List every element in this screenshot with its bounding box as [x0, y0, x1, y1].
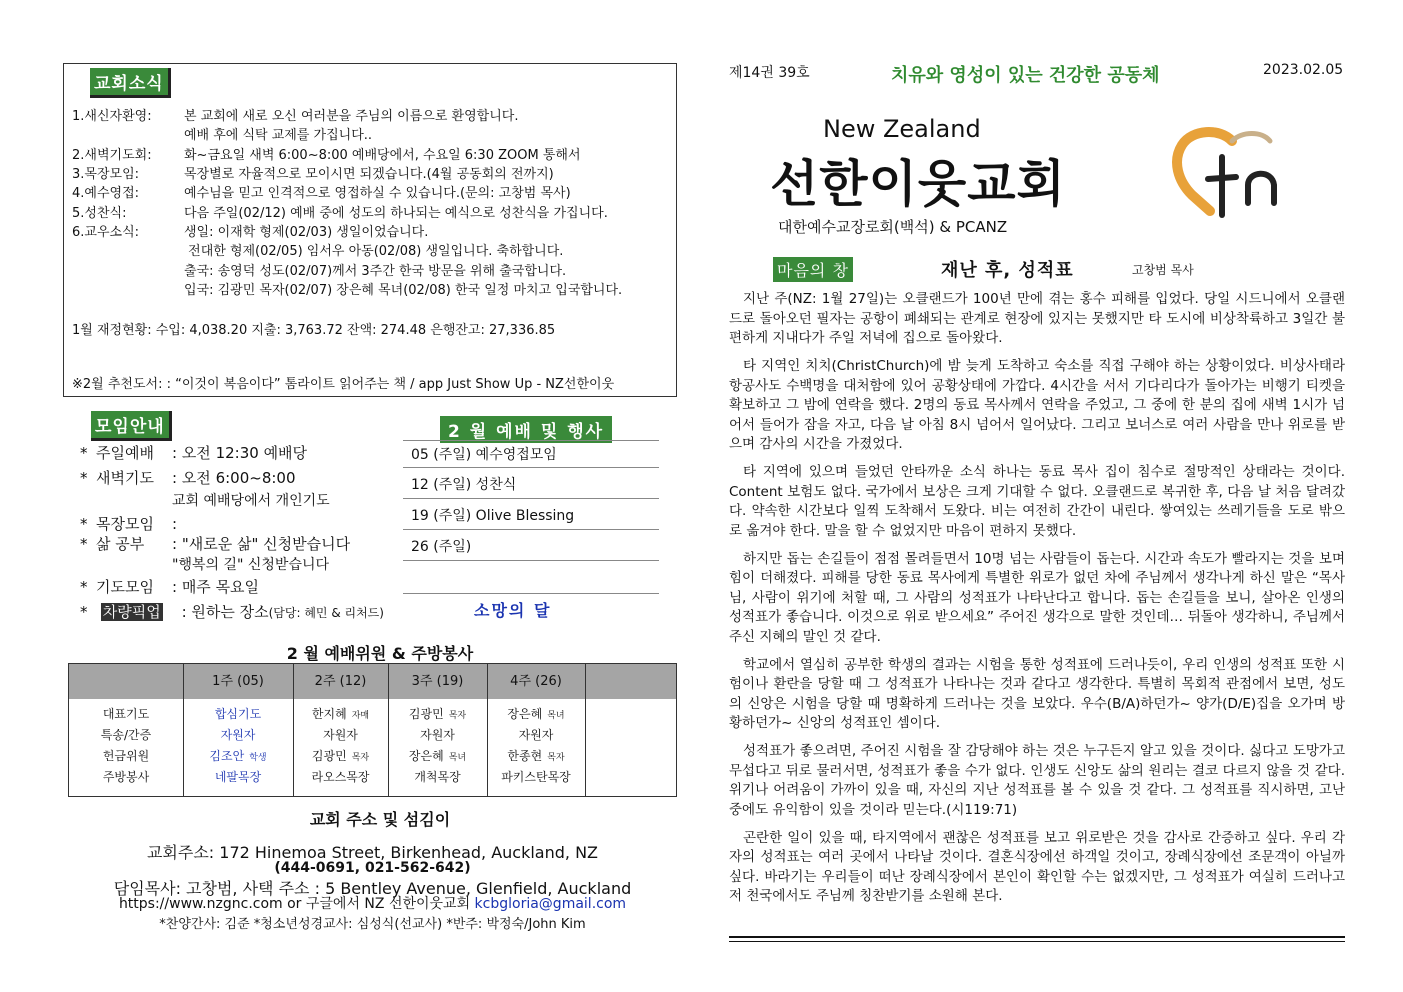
- duty-heading: 2 월 예배위원 & 주방봉사: [286, 644, 474, 663]
- news-item-text: 전대한 형제(02/05) 임서우 아동(02/08) 생일입니다. 축하합니다.: [184, 244, 564, 259]
- column-label: 마음의 창: [773, 257, 853, 282]
- news-item: [72, 146, 581, 165]
- new-zealand-label: New Zealand: [823, 115, 981, 143]
- duty-week-header: 1주 (05): [212, 674, 264, 689]
- duty-title: 목녀: [547, 711, 565, 721]
- news-item-text: 목장별로 자율적으로 모이시면 되겠습니다.(4월 공동회의 전까지): [184, 167, 554, 182]
- news-item-text: 예수님을 믿고 인격적으로 영접하실 수 있습니다.(문의: 고창범 목사): [184, 186, 571, 201]
- gathering-label: 주일예배: [96, 444, 154, 462]
- gathering-row: [172, 554, 329, 574]
- duty-cell: [487, 767, 585, 788]
- denomination: 대한예수교장로회(백석) & PCANZ: [778, 218, 1008, 236]
- duty-name: 김광민: [311, 749, 347, 763]
- duty-name: 한종현: [507, 749, 543, 763]
- duty-title: 목자: [448, 711, 467, 721]
- event-row: 05 (주일) 예수영접모임: [403, 440, 659, 468]
- gathering-row: [80, 533, 350, 554]
- church-name: 선한이웃교회: [770, 155, 1066, 213]
- bullet-star: *: [80, 603, 88, 621]
- news-item-key: 2.새벽기도회:: [72, 148, 152, 163]
- event-row: 26 (주일): [403, 533, 659, 561]
- duty-week-header: 3주 (19): [411, 674, 464, 689]
- gathering-title: 모임안내: [91, 411, 172, 441]
- news-item: [72, 107, 518, 126]
- article-paragraph: 타 지역에 있으며 들었던 안타까운 소식 하나는 동료 목사 집이 침수로 절망적인 상태라는 것이다. Content 보험도 없다. 국가에서 보상은 크게 기대할 수 없다. 오클랜드로 복귀한 후, 다음 날 처음 달려갔다. 약속한 시간보다 일찍 도착해서 도왔다. 비는 여전히 간간이 내린다. 쌓여있는 쓰레기들을 도로 밖으로 옮겨야 한다. 말을 할 수 없었지만 마음이 편하지 못했다.: [729, 464, 1345, 539]
- duty-name: 합심기도: [214, 707, 262, 721]
- gathering-label: 삶 공부: [96, 535, 145, 553]
- events-title: 2 월 예배 및 행사: [440, 416, 612, 443]
- duty-cell: [183, 725, 293, 746]
- duty-name: 자원자: [323, 728, 358, 742]
- gathering-row: [80, 576, 259, 597]
- gathering-label: 새벽기도: [96, 469, 154, 487]
- duty-role: 대표기도: [102, 707, 150, 721]
- gathering-value: :: [172, 515, 178, 533]
- duty-name: 자원자: [420, 728, 455, 742]
- duty-cell: [293, 725, 388, 746]
- footer-rule: [729, 936, 1345, 938]
- event-row: 12 (주일) 성찬식: [403, 471, 659, 499]
- car-pickup-label: 차량픽업: [102, 603, 161, 621]
- news-item-text: 생일: 이재학 형제(02/03) 생일이었습니다.: [184, 225, 429, 240]
- duty-cell: [388, 767, 487, 788]
- car-pickup-row: [80, 601, 384, 622]
- news-item: [72, 223, 428, 242]
- duty-cell: [183, 767, 293, 788]
- news-item-key: 1.새신자환영:: [72, 109, 152, 124]
- duty-cell: [293, 767, 388, 788]
- duty-name: 자원자: [518, 728, 554, 742]
- news-item-key: 4.예수영접:: [72, 186, 140, 201]
- duty-cell: [183, 704, 293, 725]
- bullet-star: *: [80, 578, 88, 596]
- article-paragraph: 지난 주(NZ: 1월 27일)는 오클랜드가 100년 만에 겪는 홍수 피해를 입었다. 당일 시드니에서 오클랜드로 돌아오던 필자는 공항이 폐쇄되는 관계로 현장에 있지는 못했지만 타 도시에 비상착륙하고 3일간 불편하게 지내다가 주일 저녁에 집으로 돌아왔다.: [729, 291, 1345, 346]
- duty-name: 자원자: [220, 728, 256, 742]
- bullet-star: *: [80, 515, 88, 533]
- car-pickup-value: : 원하는 장소: [181, 603, 269, 621]
- news-item: [72, 242, 563, 261]
- news-item: [72, 204, 608, 223]
- news-item-key: 5.성찬식:: [72, 206, 127, 221]
- event-row: 19 (주일) Olive Blessing: [403, 502, 659, 530]
- duty-name: 장은혜: [408, 749, 444, 763]
- duty-cell: [388, 704, 487, 727]
- bullet-star: *: [80, 535, 88, 553]
- gathering-value: : 매주 목요일: [172, 578, 260, 596]
- duty-name: 김조안: [209, 749, 245, 763]
- news-item-key: 6.교우소식:: [72, 225, 140, 240]
- article-paragraph: 학교에서 열심히 공부한 학생의 결과는 시험을 통한 성적표에 드러나듯이, 우리 인생의 성적표 또한 시험이나 환란을 당할 때 그 성적표가 나타나는 것과 같다고 생각한다. 특별히 목회적 관점에서 보면, 성도의 신앙은 시험을 당할 때 명확하게 드러나는 것을 보았다. 우수(B/A)하던가~ 양가(D/E)집을 오가며 방황하던가~ 신앙의 성적표인 셈이다.: [729, 656, 1345, 731]
- article-body: [729, 290, 1345, 915]
- duty-cell: [183, 746, 293, 769]
- church-phone: (444-0691, 021-562-642): [274, 860, 471, 876]
- news-item: [72, 126, 372, 145]
- news-item: [72, 262, 566, 281]
- duty-cell: [487, 725, 585, 746]
- gathering-value: : 오전 6:00~8:00: [172, 469, 296, 487]
- gathering-row: [80, 442, 307, 463]
- duty-title: 목자: [547, 753, 565, 763]
- hope-month-text: 소망의 달: [474, 601, 552, 620]
- gathering-row: [80, 513, 177, 534]
- church-news-title: 교회소식: [90, 68, 171, 98]
- duty-title: 목녀: [448, 753, 467, 763]
- duty-name: 파키스탄목장: [501, 770, 571, 784]
- duty-name: 한지혜: [311, 707, 347, 721]
- table-divider: [585, 664, 586, 796]
- gathering-label: 기도모임: [96, 578, 154, 596]
- duty-role: 주방봉사: [102, 770, 150, 784]
- duty-table: [68, 663, 677, 797]
- gathering-value: 교회 예배당에서 개인기도: [172, 493, 330, 509]
- news-item: [72, 281, 622, 300]
- gathering-value: "행복의 길" 신청받습니다: [172, 557, 330, 573]
- church-motto: 치유와 영성이 있는 건강한 공동체: [891, 65, 1160, 86]
- gathering-row: [80, 467, 296, 488]
- duty-name: 장은혜: [507, 707, 543, 721]
- email-link[interactable]: kcbgloria@gmail.com: [474, 896, 627, 912]
- duty-title: 자매: [351, 711, 370, 721]
- gathering-value: : 오전 12:30 예배당: [172, 444, 308, 462]
- news-item-text: 본 교회에 새로 오신 여러분을 주님의 이름으로 환영합니다.: [184, 109, 519, 124]
- address-heading: 교회 주소 및 섬김이: [309, 810, 451, 829]
- duty-week-header: 2주 (12): [314, 674, 367, 689]
- car-pickup-note: (담당: 혜민 & 리처드): [268, 606, 384, 620]
- footer-rule: [729, 941, 1345, 942]
- duty-cell: [487, 704, 585, 727]
- duty-cell: [293, 746, 388, 769]
- duty-role: 특송/간증: [100, 728, 152, 742]
- gathering-label: 목장모임: [96, 515, 154, 533]
- article-title: 재난 후, 성적표: [941, 260, 1074, 281]
- duty-title: 목자: [351, 753, 370, 763]
- website-line: [0, 893, 745, 913]
- church-address: 교회주소: 172 Hinemoa Street, Birkenhead, Auckland, NZ: [146, 843, 599, 862]
- article-paragraph: 타 지역인 치치(ChristChurch)에 밤 늦게 도착하고 숙소를 직접 구해야 하는 상황이었다. 비상사태라 항공사도 수백명을 대처함에 있어 공황상태에 가깝다. 4시간을 서서 기다리다가 돌아가는 비행기 티켓을 확보하고 그 밤에 연락을 했다. 2명의 동료 목사께서 연락을 주었고, 그 중에 한 분의 집에 새벽 1시가 넘어서 들어가 잠을 자고, 다음 날 아침 8시 넘어서 일어났다. 그리고 보너스로 여러 사람을 만나 위로를 받으며 감사의 시간을 가졌었다.: [729, 358, 1345, 452]
- duty-name: 라오스목장: [311, 770, 370, 784]
- article-paragraph: 곤란한 일이 있을 때, 타지역에서 괜찮은 성적표를 보고 위로받은 것을 감사로 간증하고 싶다. 우리 각자의 성적표는 여러 곳에서 나타날 것이다. 결혼식장에선 하객일 것이고, 장례식장에선 조문객이 아닐까 싶다. 바라기는 우리들이 떠난 장례식장에서 본인이 확인할 수는 없겠지만, 그 성적표가 여실히 드러나고 저 천국에서도 주님께 칭찬받기를 소원해 본다.: [729, 829, 1345, 904]
- event-row-empty: [403, 566, 659, 594]
- bulletin-date: 2023.02.05: [1263, 62, 1344, 78]
- news-item-text: 입국: 김광민 목자(02/07) 장은혜 목녀(02/08) 한국 일정 마치고 입국합니다.: [184, 283, 623, 298]
- article-paragraph: 성적표가 좋으려면, 주어진 시험을 잘 감당해야 하는 것은 누구든지 알고 있을 것이다. 싫다고 도망가고 무섭다고 뒤로 물러서면, 성적표가 좋을 수가 없다. 인생도 신앙도 삶의 원리는 결코 다르지 않을 것 같다. 위기나 어려움이 가까이 있을 때, 자신의 지난 성적표를 볼 수 있을 것 같다. 그 성적표를 직시하면, 고난 중에도 유익함이 있을 것이라 믿는다.(시119:71): [729, 743, 1345, 818]
- bullet-star: *: [80, 444, 88, 462]
- news-item-text: 예배 후에 식탁 교제를 가집니다..: [184, 128, 373, 143]
- news-item: [72, 184, 571, 203]
- staff-line: *찬양간사: 김준 *청소년성경교사: 심성식(선교사) *반주: 박정숙/John Kim: [159, 917, 586, 932]
- duty-week-header: 4주 (26): [510, 674, 562, 689]
- duty-cell: [388, 725, 487, 746]
- duty-name: 네팔목장: [214, 770, 262, 784]
- gathering-row: [172, 490, 330, 510]
- pastor-address: 담임목사: 고창범, 사택 주소 : 5 Bentley Avenue, Glenfield, Auckland: [113, 879, 632, 898]
- news-item-text: 화~금요일 새벽 6:00~8:00 예배당에서, 수요일 6:30 ZOOM 통해서: [184, 148, 581, 163]
- duty-name: 개척목장: [414, 770, 461, 784]
- gathering-value: : "새로운 삶" 신청받습니다: [172, 535, 351, 553]
- duty-cell: [388, 746, 487, 769]
- duty-role: 헌금위원: [102, 749, 150, 763]
- duty-cell: [293, 704, 388, 727]
- finance-report: 1월 재정현황: 수입: 4,038.20 지출: 3,763.72 잔액: 274.48 은행잔고: 27,336.85: [72, 323, 556, 338]
- news-item-key: 3.목장모임:: [72, 167, 140, 182]
- article-author: 고창범 목사: [1132, 263, 1194, 277]
- recommended-book: ※2월 추천도서: : “이것이 복음이다” 톰라이트 읽어주는 책 / app Just Show Up - NZ선한이웃: [72, 377, 615, 392]
- article-paragraph: 하지만 돕는 손길들이 점점 몰려들면서 10명 넘는 사람들이 돕는다. 시간과 속도가 빨라지는 것을 보며 힘이 더해졌다. 피해를 당한 동료 목사에게 특별한 위로가 없던 차에 주님께서 생각나게 하신 말은 “목사님, 사람이 위기에 처할 때, 그 사람의 성적표가 나타난다고 합니다. 돕는 손길들을 보니, 살아온 인생의 성적표가 좋습니다. 이것으로 위로 받으세요” 주어진 생각으로 말한 것인데… 뒤돌아 생각하니, 주님께서 주신 지혜의 말인 것 같다.: [729, 550, 1345, 645]
- duty-title: 학생: [249, 753, 267, 763]
- duty-name: 김광민: [408, 707, 444, 721]
- church-news-box: [63, 63, 677, 397]
- news-item-text: 다음 주일(02/12) 예배 중에 성도의 하나되는 예식으로 성찬식을 가집니다.: [184, 206, 608, 221]
- bullet-star: *: [80, 469, 88, 487]
- news-item-text: 출국: 송영덕 성도(02/07)께서 3주간 한국 방문을 위해 출국합니다.: [184, 264, 567, 279]
- duty-cell: [487, 746, 585, 769]
- church-logo-icon: [1170, 123, 1300, 223]
- website-text: https://www.nzgnc.com or 구글에서 NZ 선한이웃교회: [118, 896, 475, 912]
- volume-number: 제14권 39호: [729, 65, 810, 81]
- news-item: [72, 165, 554, 184]
